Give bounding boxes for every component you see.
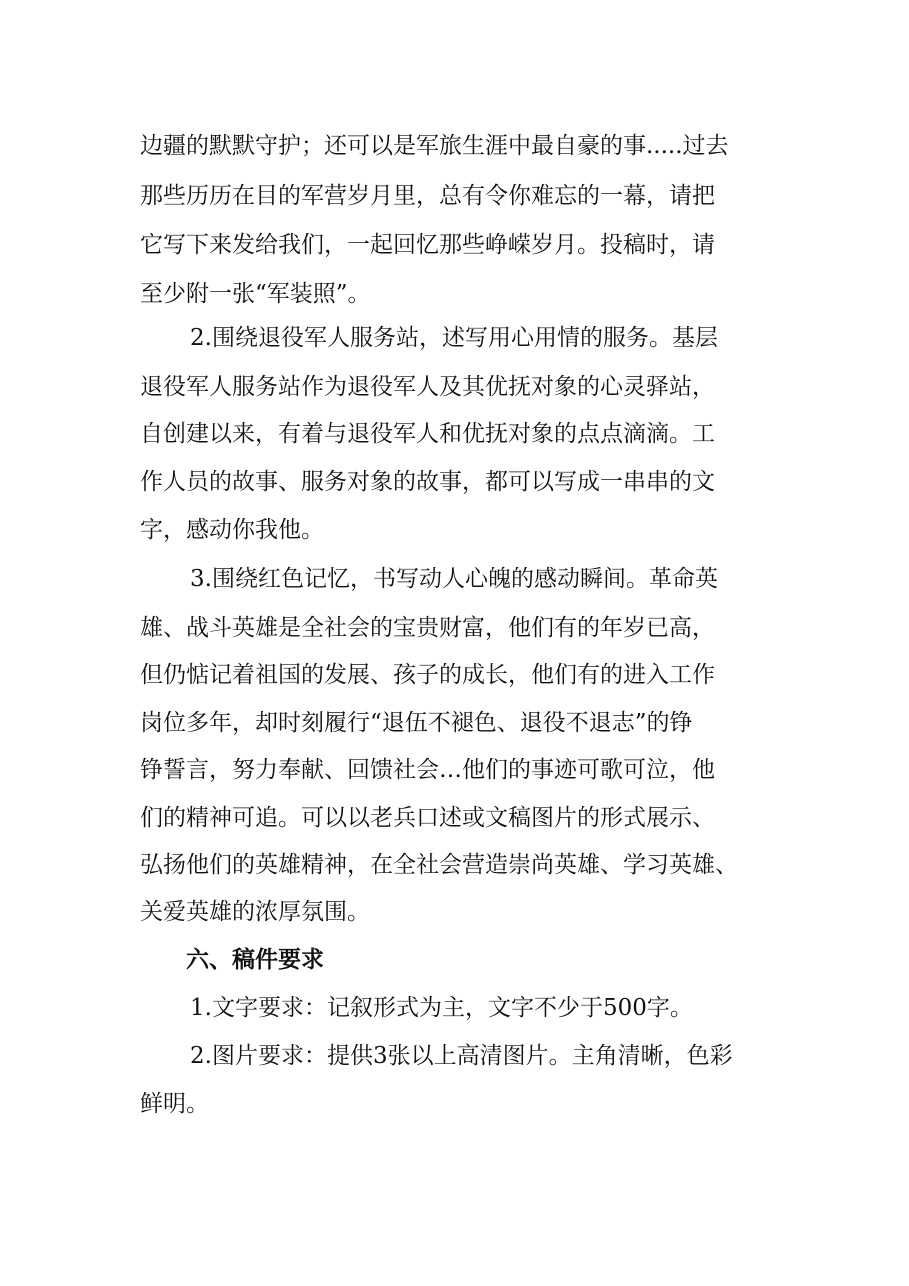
paragraph-line: 们的精神可追。可以以老兵口述或文稿图片的形式展示、 bbox=[140, 805, 715, 831]
paragraph-line: 鲜明。 bbox=[140, 1091, 209, 1117]
paragraph-line: 作人员的故事、服务对象的故事，都可以写成一串串的文 bbox=[140, 469, 715, 495]
requirement-image: 2.图片要求：提供3张以上高清图片。主角清晰，色彩 bbox=[190, 1043, 733, 1069]
item-two-first-line: 2.围绕退役军人服务站，述写用心用情的服务。基层 bbox=[190, 325, 718, 351]
paragraph-line: 字，感动你我他。 bbox=[140, 517, 324, 543]
paragraph-line: 至少附一张“军装照”。 bbox=[140, 281, 371, 307]
paragraph-line: 岗位多年，却时刻履行“退伍不褪色、退役不退志”的铮 bbox=[140, 710, 693, 736]
paragraph-line: 自创建以来，有着与退役军人和优抚对象的点点滴滴。工 bbox=[140, 421, 715, 447]
section-heading: 六、稿件要求 bbox=[186, 947, 324, 973]
paragraph-line: 那些历历在目的军营岁月里，总有令你难忘的一幕，请把 bbox=[140, 183, 715, 209]
paragraph-line: 但仍惦记着祖国的发展、孩子的成长，他们有的进入工作 bbox=[140, 662, 715, 688]
paragraph-line: 雄、战斗英雄是全社会的宝贵财富，他们有的年岁已高， bbox=[140, 615, 715, 641]
paragraph-line: 边疆的默默守护；还可以是军旅生涯中最自豪的事.....过去 bbox=[140, 133, 729, 159]
paragraph-line: 弘扬他们的英雄精神，在全社会营造崇尚英雄、学习英雄、 bbox=[140, 852, 738, 878]
paragraph-line: 退役军人服务站作为退役军人及其优抚对象的心灵驿站， bbox=[140, 374, 715, 400]
requirement-text: 1.文字要求：记叙形式为主，文字不少于500字。 bbox=[190, 995, 693, 1021]
item-three-first-line: 3.围绕红色记忆，书写动人心魄的感动瞬间。革命英 bbox=[190, 566, 718, 592]
paragraph-line: 它写下来发给我们，一起回忆那些峥嵘岁月。投稿时，请 bbox=[140, 232, 715, 258]
paragraph-line: 关爱英雄的浓厚氛围。 bbox=[140, 899, 370, 925]
paragraph-line: 铮誓言，努力奉献、回馈社会…他们的事迹可歌可泣，他 bbox=[140, 757, 715, 783]
